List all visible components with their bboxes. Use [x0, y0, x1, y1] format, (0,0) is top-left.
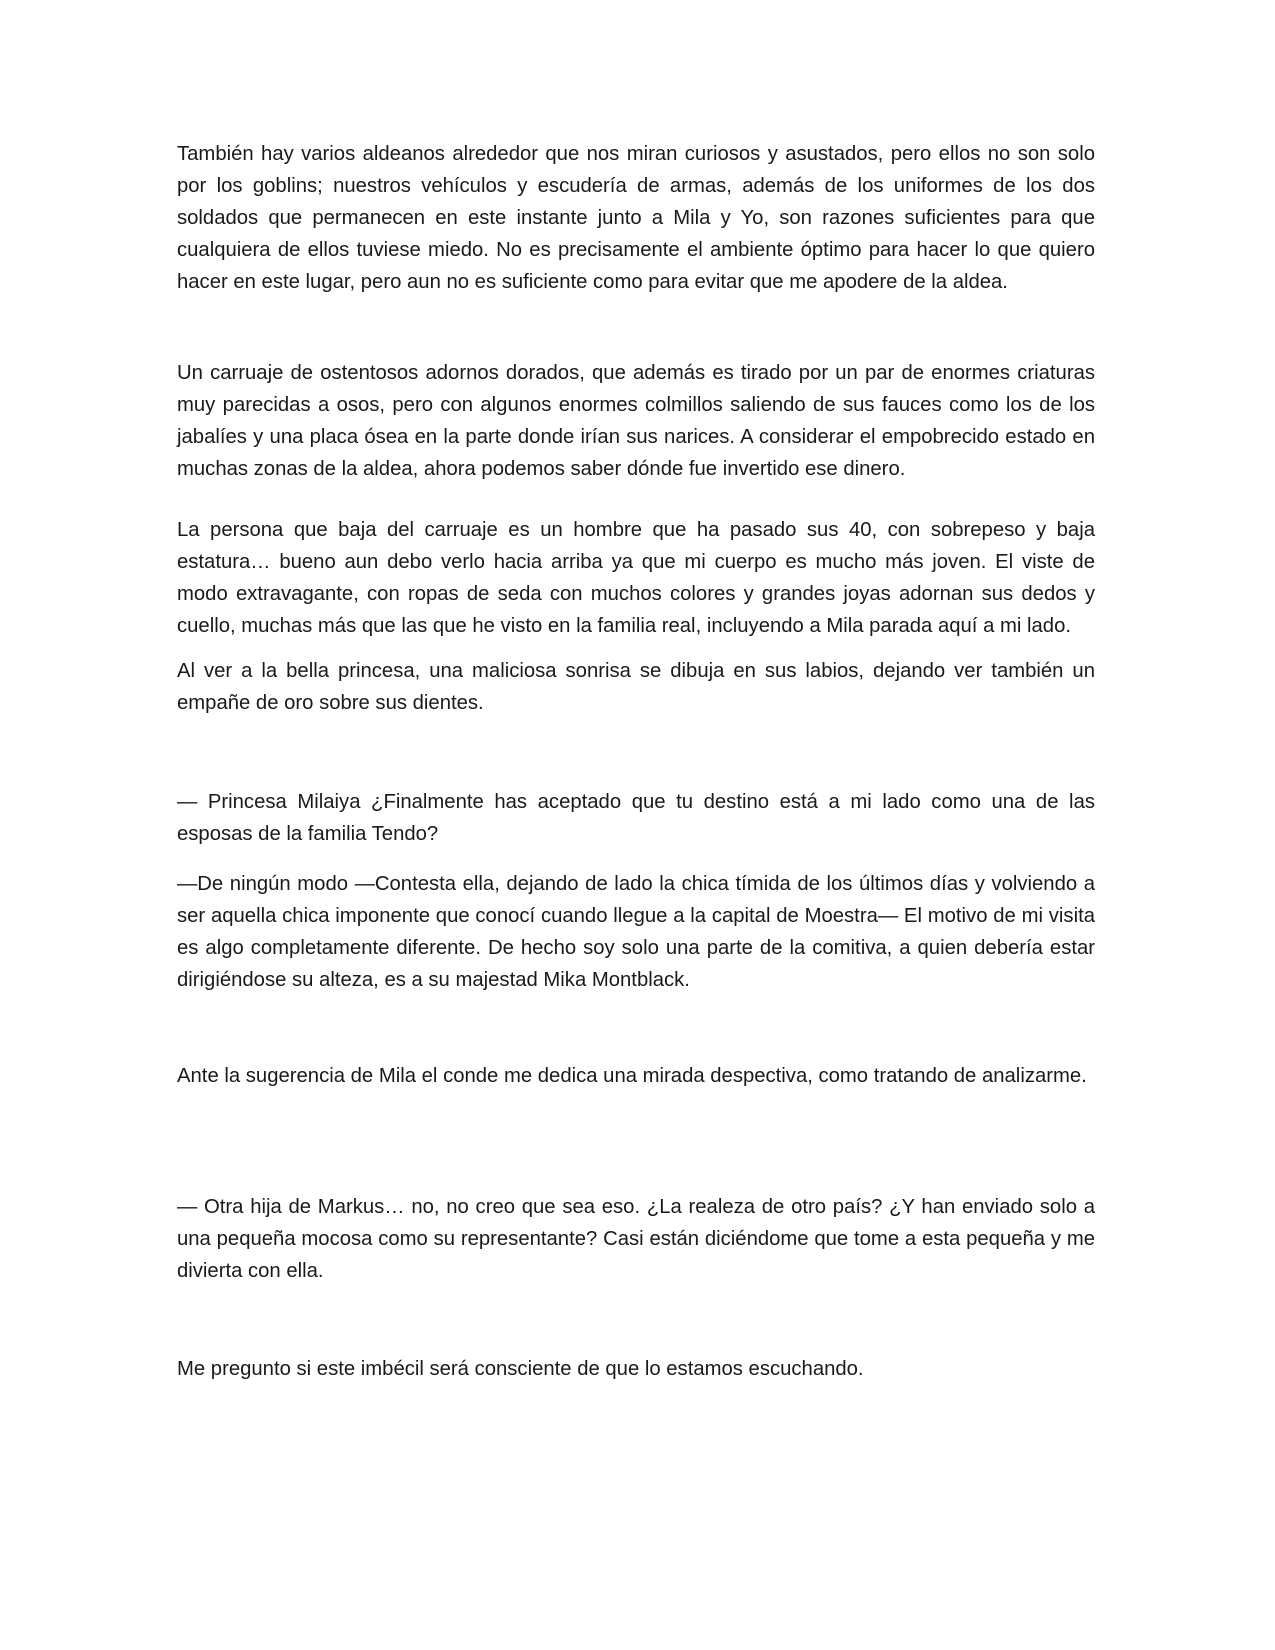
dialogue-count-question: — Princesa Milaiya ¿Finalmente has aceptado que tu destino está a mi lado como una de las esposas de la familia Tendo? — [177, 791, 1095, 845]
paragraph-smile: Al ver a la bella princesa, una maliciosa sonrisa se dibuja en sus labios, dejando ver también un empañe de oro sobre sus dientes. — [177, 660, 1095, 714]
paragraph-count-description: La persona que baja del carruaje es un hombre que ha pasado sus 40, con sobrepeso y baja estatura… bueno aun debo verlo hacia arriba ya que mi cuerpo es mucho más joven. El viste de modo extravagante, con ropas de seda con muchos colores y grandes joyas adornan sus dedos y cuello, muchas más que las que he visto en la familia real, incluyendo a Mila parada aquí a mi lado. — [177, 519, 1095, 637]
dialogue-count-remark: — Otra hija de Markus… no, no creo que sea eso. ¿La realeza de otro país? ¿Y han enviado solo a una pequeña mocosa como su representante? Casi están diciéndome que tome a esta pequeña y me divierta con ella. — [177, 1196, 1095, 1282]
paragraph-count-glance: Ante la sugerencia de Mila el conde me dedica una mirada despectiva, como tratando de analizarme. — [177, 1065, 1087, 1087]
paragraph-villagers: También hay varios aldeanos alrededor que nos miran curiosos y asustados, pero ellos no son solo por los goblins; nuestros vehículos y escudería de armas, además de los uniformes de los dos soldados que permanecen en este instante junto a Mila y Yo, son razones suficientes para que cualquiera de ellos tuviese miedo. No es precisamente el ambiente óptimo para hacer lo que quiero hacer en este lugar, pero aun no es suficiente como para evitar que me apodere de la aldea. — [177, 143, 1095, 293]
paragraph-carriage: Un carruaje de ostentosos adornos dorados, que además es tirado por un par de enormes criaturas muy parecidas a osos, pero con algunos enormes colmillos saliendo de sus fauces como los de los jabalíes y una placa ósea en la parte donde irían sus narices. A considerar el empobrecido estado en muchas zonas de la aldea, ahora podemos saber dónde fue invertido ese dinero. — [177, 362, 1095, 480]
dialogue-mila-reply: —De ningún modo —Contesta ella, dejando de lado la chica tímida de los últimos días y volviendo a ser aquella chica imponente que conocí cuando llegue a la capital de Moestra— El motivo de mi visita es algo completamente diferente. De hecho soy solo una parte de la comitiva, a quien debería estar dirigiéndose su alteza, es a su majestad Mika Montblack. — [177, 873, 1095, 991]
paragraph-final-thought: Me pregunto si este imbécil será consciente de que lo estamos escuchando. — [177, 1358, 864, 1380]
